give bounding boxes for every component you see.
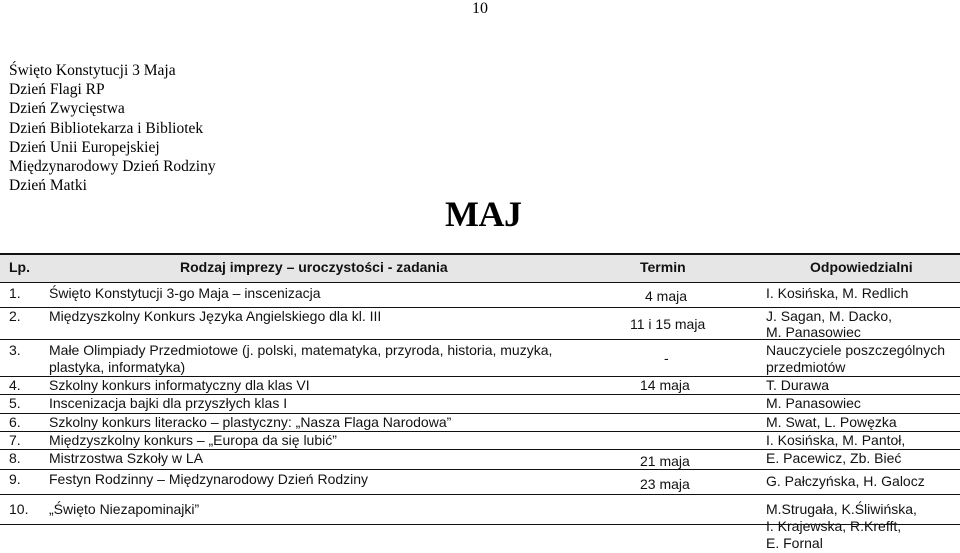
holiday-item: Międzynarodowy Dzień Rodziny: [9, 158, 216, 176]
page-number: 10: [472, 0, 488, 17]
row-2-date: 11 i 15 maja: [630, 316, 706, 332]
row-1-event: Święto Konstytucji 3-go Maja – inscenizacja: [49, 285, 321, 301]
table-divider: [0, 494, 960, 495]
row-2-responsible: J. Sagan, M. Dacko,: [766, 308, 893, 324]
row-3-responsible: przedmiotów: [766, 359, 846, 375]
row-3-event: Małe Olimpiady Przedmiotowe (j. polski, matematyka, przyroda, historia, muzyka,: [49, 342, 553, 358]
row-10-responsible: E. Fornal: [766, 535, 823, 551]
header-responsible: Odpowiedzialni: [810, 259, 913, 275]
row-3-responsible: Nauczyciele poszczególnych: [766, 342, 945, 358]
row-8-responsible: E. Pacewicz, Zb. Bieć: [766, 450, 902, 466]
row-7-lp: 7.: [9, 432, 21, 448]
row-2-event: Międzyszkolny Konkurs Języka Angielskiego dla kl. III: [49, 308, 382, 324]
table-header: [0, 253, 960, 282]
header-date: Termin: [640, 259, 686, 275]
row-1-date: 4 maja: [645, 288, 688, 304]
row-4-date: 14 maja: [640, 377, 690, 393]
header-event: Rodzaj imprezy – uroczystości - zadania: [180, 259, 448, 275]
row-3-event: plastyka, informatyka): [49, 359, 186, 375]
table-divider: [0, 253, 960, 255]
row-10-responsible: I. Krajewska, R.Krefft,: [766, 518, 902, 534]
row-8-date: 21 maja: [640, 453, 690, 469]
row-8-lp: 8.: [9, 450, 21, 466]
row-7-responsible: I. Kosińska, M. Pantoł,: [766, 432, 906, 448]
month-heading: MAJ: [445, 194, 522, 234]
row-9-event: Festyn Rodzinny – Międzynarodowy Dzień Rodziny: [49, 471, 369, 487]
row-5-event: Inscenizacja bajki dla przyszłych klas I: [49, 395, 288, 411]
row-4-lp: 4.: [9, 377, 21, 393]
row-10-event: „Święto Niezapominajki”: [49, 501, 200, 517]
row-5-lp: 5.: [9, 395, 21, 411]
row-10-lp: 10.: [9, 501, 29, 517]
row-7-event: Międzyszkolny konkurs – „Europa da się lubić”: [49, 432, 337, 448]
row-3-date: -: [664, 350, 669, 366]
row-6-event: Szkolny konkurs literacko – plastyczny: „Nasza Flaga Narodowa”: [49, 414, 452, 430]
row-1-lp: 1.: [9, 285, 21, 301]
table-divider: [0, 469, 960, 470]
row-2-responsible: M. Panasowiec: [766, 324, 861, 340]
row-5-responsible: M. Panasowiec: [766, 395, 861, 411]
events-table: [0, 253, 960, 553]
row-10-responsible: M.Strugała, K.Śliwińska,: [766, 501, 917, 517]
row-9-lp: 9.: [9, 471, 21, 487]
holiday-item: Dzień Zwycięstwa: [9, 100, 125, 118]
row-1-responsible: I. Kosińska, M. Redlich: [766, 285, 909, 301]
row-2-lp: 2.: [9, 308, 21, 324]
holiday-item: Święto Konstytucji 3 Maja: [9, 62, 176, 79]
table-divider: [0, 282, 960, 283]
row-6-lp: 6.: [9, 414, 21, 430]
holiday-item: Dzień Flagi RP: [9, 81, 105, 99]
header-lp: Lp.: [9, 259, 30, 275]
row-4-event: Szkolny konkurs informatyczny dla klas VI: [49, 377, 310, 393]
row-3-lp: 3.: [9, 342, 21, 358]
holiday-item: Dzień Bibliotekarza i Bibliotek: [9, 119, 204, 137]
holiday-list: [9, 61, 216, 195]
holiday-item: Dzień Unii Europejskiej: [9, 138, 160, 156]
row-9-responsible: G. Pałczyńska, H. Galocz: [766, 473, 925, 489]
holiday-item: Dzień Matki: [9, 177, 87, 195]
row-6-responsible: M. Swat, L. Powęzka: [766, 414, 897, 430]
row-4-responsible: T. Durawa: [766, 377, 830, 393]
row-9-date: 23 maja: [640, 476, 690, 492]
row-8-event: Mistrzostwa Szkoły w LA: [49, 450, 204, 466]
